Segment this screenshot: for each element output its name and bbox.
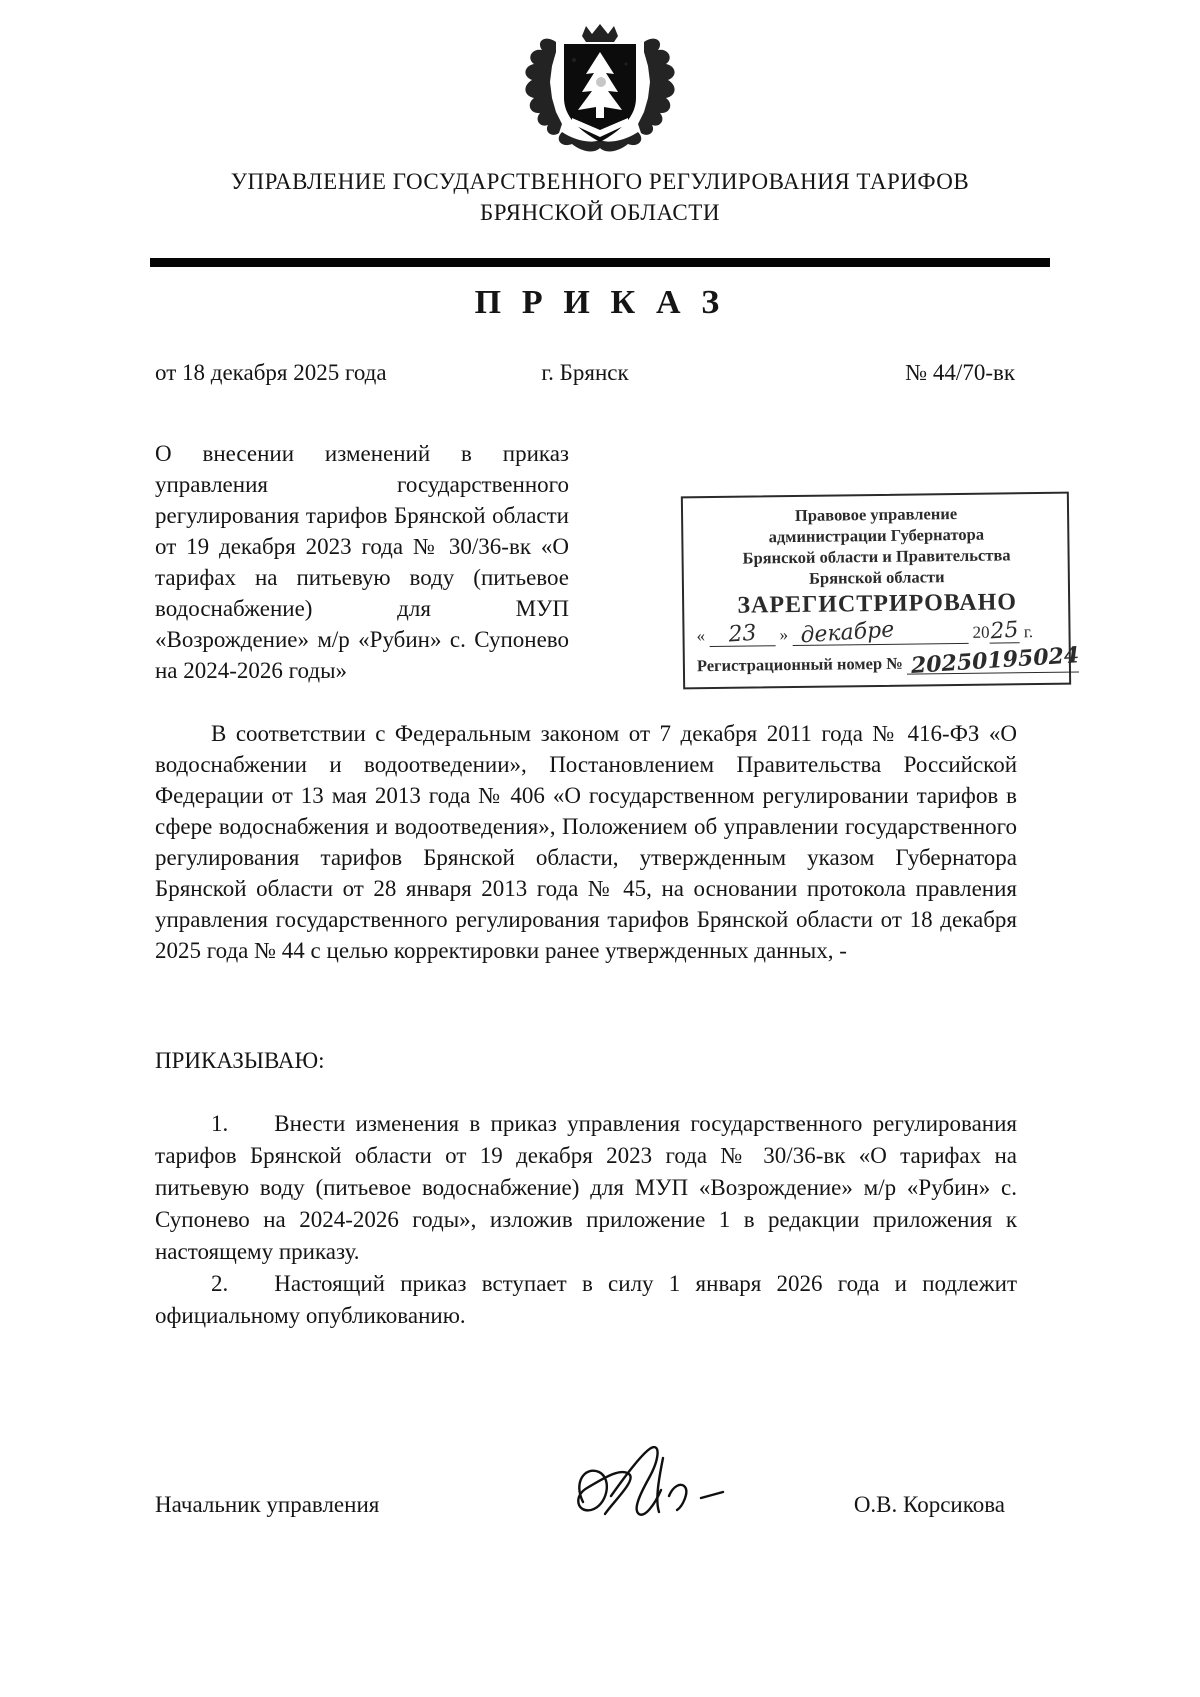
bryansk-coat-of-arms-icon bbox=[502, 20, 698, 163]
stamp-reg-label: Регистрационный номер № bbox=[696, 653, 903, 676]
stamp-year-printed: 20 bbox=[972, 622, 990, 642]
stamp-year-handwritten: 25 bbox=[989, 617, 1020, 645]
stamp-month-blank bbox=[792, 617, 968, 649]
stamp-year-suffix: г. bbox=[1023, 622, 1034, 642]
order-item-1 bbox=[155, 1108, 1017, 1268]
stamp-date-line bbox=[696, 617, 1058, 649]
preamble-paragraph: В соответствии с Федеральным законом от 7 декабря 2011 года № 416-ФЗ «О водоснабжении и водоотведении», Постановлением Правительства Российской Федерации от 13 мая 2013 года № 406 «О государственном регулировании тарифов в сфере водоснабжения и водоотведения», Положением об управлении государственного регулирования тарифов Брянской области, утвержденным указом Губернатора Брянской области от 28 января 2013 года № 45, на основании протокола правления управления государственного регулирования тарифов Брянской области от 18 декабря 2025 года № 44 с целью корректировки ранее утвержденных данных, - bbox=[155, 721, 1017, 963]
order-item-1-text: Внести изменения в приказ управления государственного регулирования тарифов Брянской области от 19 декабря 2023 года № 30/36-вк «О тарифах на питьевую воду (питьевое водоснабжение) для МУП «Возрождение» м/р «Рубин» с. Супонево на 2024-2026 годы», изложив приложение 1 в редакции приложения к настоящему приказу. bbox=[155, 1111, 1017, 1264]
stamp-reg-number-blank bbox=[907, 642, 1080, 679]
org-name-line2: БРЯНСКОЙ ОБЛАСТИ bbox=[480, 200, 720, 225]
signature-block bbox=[155, 1440, 1017, 1550]
stamp-month-handwritten: декабре bbox=[799, 617, 895, 649]
handwritten-signature-icon bbox=[555, 1440, 745, 1545]
header-divider bbox=[150, 258, 1050, 267]
stamp-reg-number-handwritten: 20250195024 bbox=[910, 642, 1080, 679]
stamp-year-blank bbox=[989, 617, 1020, 645]
stamp-line4: Брянской области bbox=[808, 567, 945, 588]
signer-name: О.В. Корсикова bbox=[853, 1492, 1005, 1517]
stamp-line3: Брянской области и Правительства bbox=[742, 545, 1011, 568]
document-title: П Р И К А З bbox=[474, 284, 726, 321]
document-place: г. Брянск bbox=[541, 360, 629, 385]
document-date: от 18 декабря 2025 года bbox=[155, 360, 387, 385]
org-name bbox=[0, 166, 1200, 228]
stamp-reg-number-line bbox=[696, 642, 1080, 679]
document-subject: О внесении изменений в приказ управления государственного регулирования тарифов Брянской области от 19 декабря 2023 года № 30/36-вк «О тарифах на питьевую воду (питьевое водоснабжение) для МУП «Возрождение» м/р «Рубин» с. Супонево на 2024-2026 годы» bbox=[155, 441, 569, 683]
subject-row bbox=[155, 438, 1080, 716]
stamp-header bbox=[695, 502, 1058, 590]
order-word: ПРИКАЗЫВАЮ: bbox=[155, 1048, 325, 1073]
stamp-line2: администрации Губернатора bbox=[768, 524, 985, 547]
stamp-day-handwritten: 23 bbox=[727, 620, 758, 648]
signer-position: Начальник управления bbox=[155, 1492, 380, 1517]
stamp-line1: Правовое управление bbox=[794, 504, 958, 525]
stamp-day-blank bbox=[709, 620, 775, 648]
order-items bbox=[155, 1108, 1017, 1332]
order-item-1-number: 1. bbox=[211, 1111, 229, 1136]
order-item-2 bbox=[155, 1268, 1017, 1332]
document-number: № 44/70-вк bbox=[905, 360, 1016, 385]
order-item-2-number: 2. bbox=[211, 1271, 229, 1296]
order-item-2-text: Настоящий приказ вступает в силу 1 января 2026 года и подлежит официальному опубликованию. bbox=[155, 1271, 1017, 1328]
stamp-quote-close: » bbox=[779, 625, 789, 645]
registration-stamp bbox=[681, 492, 1080, 690]
stamp-registered-label: ЗАРЕГИСТРИРОВАНО bbox=[737, 589, 1018, 619]
org-name-line1: УПРАВЛЕНИЕ ГОСУДАРСТВЕННОГО РЕГУЛИРОВАНИЯ ТАРИФОВ bbox=[230, 169, 970, 194]
dateline bbox=[155, 360, 1015, 386]
stamp-quote-open: « bbox=[696, 626, 706, 646]
